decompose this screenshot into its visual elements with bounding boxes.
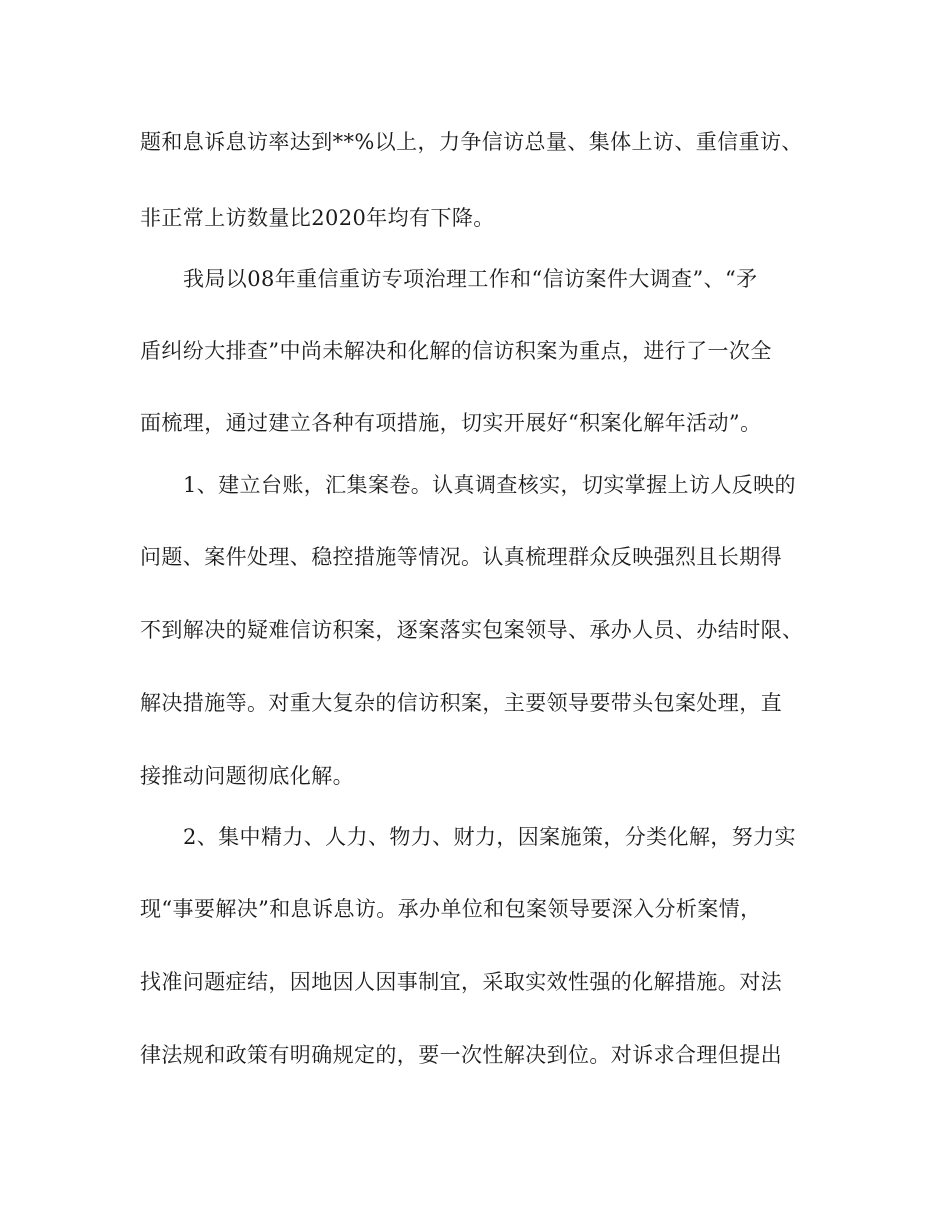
text-line: 不到解决的疑难信访积案，逐案落实包案领导、承办人员、办结时限、	[140, 618, 804, 642]
text-line: 非正常上访数量比2020年均有下降。	[140, 206, 495, 230]
paragraph-first-line: 2、集中精力、人力、物力、财力，因案施策，分类化解，努力实	[183, 825, 796, 849]
text-line: 解决措施等。对重大复杂的信访积案，主要领导要带头包案处理，直	[140, 691, 782, 715]
paragraph-first-line: 我局以08年重信重访专项治理工作和“信访案件大调查”、“矛	[183, 267, 758, 291]
text-line: 接推动问题彻底化解。	[140, 764, 354, 788]
text-line: 盾纠纷大排查”中尚未解决和化解的信访积案为重点，进行了一次全	[140, 339, 772, 363]
text-line: 找准问题症结，因地因人因事制宜，采取实效性强的化解措施。对法	[140, 970, 782, 994]
text-line: 题和息诉息访率达到**%以上，力争信访总量、集体上访、重信重访、	[140, 130, 803, 154]
text-line: 问题、案件处理、稳控措施等情况。认真梳理群众反映强烈且长期得	[140, 545, 782, 569]
paragraph-first-line: 1、建立台账，汇集案卷。认真调查核实，切实掌握上访人反映的	[183, 473, 796, 497]
text-line: 律法规和政策有明确规定的，要一次性解决到位。对诉求合理但提出	[140, 1043, 782, 1067]
text-line: 面梳理，通过建立各种有项措施，切实开展好“积案化解年活动”。	[140, 411, 762, 435]
text-line: 现“事要解决”和息诉息访。承办单位和包案领导要深入分析案情，	[140, 897, 762, 921]
